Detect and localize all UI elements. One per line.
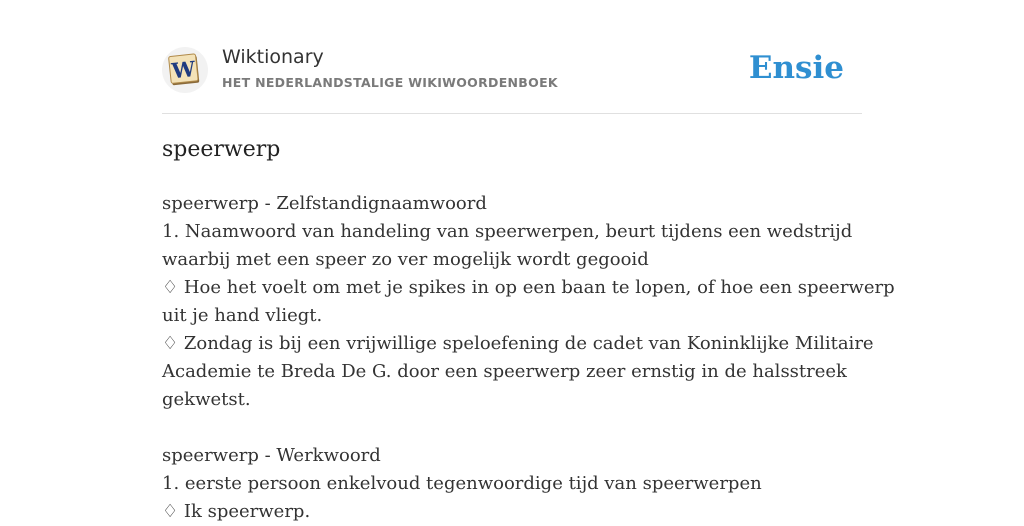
site-tagline: HET NEDERLANDSTALIGE WIKIWOORDENBOEK bbox=[222, 75, 558, 90]
example-line: gekwetst. bbox=[162, 389, 251, 410]
example-line: ♢ Zondag is bij een vrijwillige speloefening de cadet van Koninklijke Militaire bbox=[162, 333, 874, 354]
svg-text:W: W bbox=[170, 55, 197, 84]
example-line: ♢ Hoe het voelt om met je spikes in op een baan te lopen, of hoe een speerwerp bbox=[162, 277, 895, 298]
entry-separator bbox=[162, 414, 862, 442]
page-title: speerwerp bbox=[162, 137, 281, 162]
example-line: ♢ Ik speerwerp. bbox=[162, 501, 311, 522]
ensie-brand-logo[interactable]: Ensie bbox=[748, 50, 844, 86]
page bbox=[162, 0, 895, 522]
definition-line: 1. eerste persoon enkelvoud tegenwoordige tijd van speerwerpen bbox=[162, 473, 762, 494]
example-line: Academie te Breda De G. door een speerwerp zeer ernstig in de halsstreek bbox=[162, 361, 847, 382]
wiktionary-w-tile-icon bbox=[166, 52, 204, 88]
definition-content bbox=[162, 190, 895, 526]
wiktionary-logo[interactable] bbox=[162, 47, 208, 93]
entry-heading: speerwerp - Werkwoord bbox=[162, 445, 381, 466]
site-name[interactable]: Wiktionary bbox=[222, 46, 324, 68]
example-line: uit je hand vliegt. bbox=[162, 305, 323, 326]
definition-line: 1. Naamwoord van handeling van speerwerpen, beurt tijdens een wedstrijd bbox=[162, 221, 853, 242]
entry-heading: speerwerp - Zelfstandignaamwoord bbox=[162, 193, 487, 214]
site-header bbox=[162, 0, 862, 114]
definition-line: waarbij met een speer zo ver mogelijk wordt gegooid bbox=[162, 249, 649, 270]
